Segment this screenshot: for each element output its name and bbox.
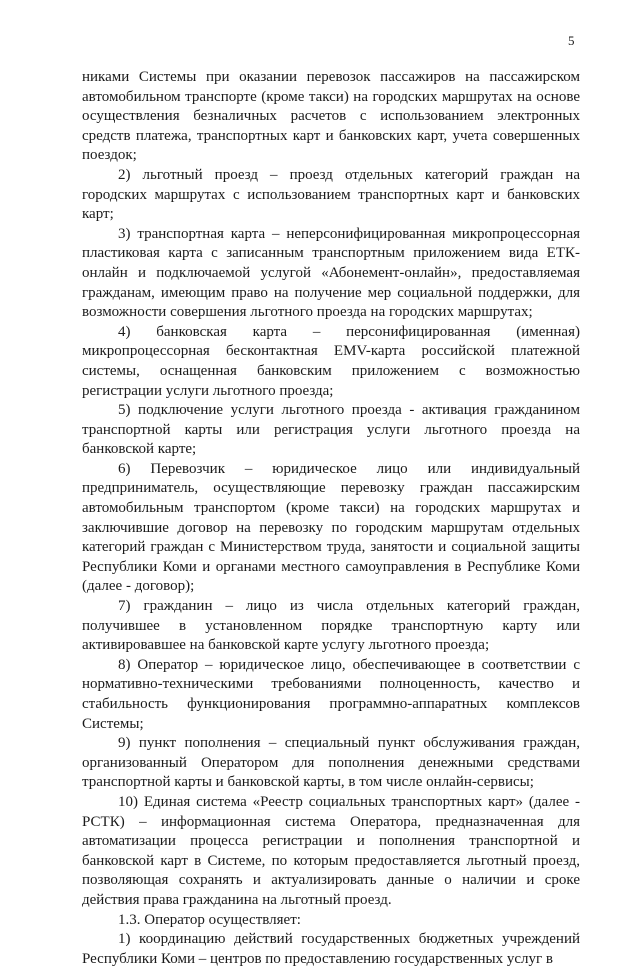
paragraph: 1) координацию действий государственных бюджетных учреждений Республики Коми – центров по предоставлению государственных услуг в <box>82 931 580 967</box>
paragraph: 10) Единая система «Реестр социальных транспортных карт» (далее - РСТК) – информационная система Оператора, предназначенная для автоматизации процесса регистрации и пополнения транспортной и банковской карт в Системе, по которым предоставляется льготный проезд, позволяющая сохранять и актуализировать данные о наличии и сроке действия права гражданина на льготный проезд. <box>82 793 580 908</box>
paragraph: 5) подключение услуги льготного проезда - активация гражданином транспортной карты или регистрация услуги льготного проезда на банковской карте; <box>82 402 580 458</box>
paragraph: 2) льготный проезд – проезд отдельных категорий граждан на городских маршрутах с использованием транспортных карт и банковских карт; <box>82 166 580 223</box>
body-text <box>82 68 580 969</box>
paragraph: никами Системы при оказании перевозок пассажиров на пассажирском автомобильном транспорте (кроме такси) на городских маршрутах на основе осуществления безналичных расчетов с использованием электронных средств платежа, транспортных карт и банковских карт, учета совершенных поездок; <box>82 69 580 164</box>
page-number: 5 <box>568 33 575 48</box>
paragraph: 4) банковская карта – персонифицированная (именная) микропроцессорная бесконтактная EMV-карта российской платежной системы, оснащенная банковским приложением с возможностью регистрации услуги льготного проезда; <box>82 323 580 399</box>
paragraph: 6) Перевозчик – юридическое лицо или индивидуальный предприниматель, осуществляющие перевозку граждан пассажирским автомобильным транспортом (кроме такси) на городских маршрутах и заключившие договор на перевозку по городским маршрутам отдельных категорий граждан с Министерством труда, занятости и социальной защиты Республики Коми и органами местного самоуправления в Республике Коми (далее - договор); <box>82 460 580 595</box>
paragraph: 9) пункт пополнения – специальный пункт обслуживания граждан, организованный Оператором для пополнения денежными средствами транспортной карты и банковской карты, в том числе онлайн-сервисы; <box>82 735 580 791</box>
paragraph: 3) транспортная карта – неперсонифицированная микропроцессорная пластиковая карта с записанным транспортным приложением вида ЕТК-онлайн и подключаемой услугой «Абонемент-онлайн», предоставляемая гражданам, имеющим право на получение мер социальной поддержки, для возможности совершения льготного проезда на городских маршрутах; <box>82 225 580 321</box>
paragraph: 8) Оператор – юридическое лицо, обеспечивающее в соответствии с нормативно-техническими требованиями полноценность, качество и стабильность функционирования программно-аппаратных комплексов Системы; <box>82 656 580 732</box>
paragraph: 1.3. Оператор осуществляет: <box>118 911 301 928</box>
paragraph: 7) гражданин – лицо из числа отдельных категорий граждан, получившее в установленном порядке транспортную карту или активировавшее на банковской карте услугу льготного проезда; <box>82 598 580 654</box>
